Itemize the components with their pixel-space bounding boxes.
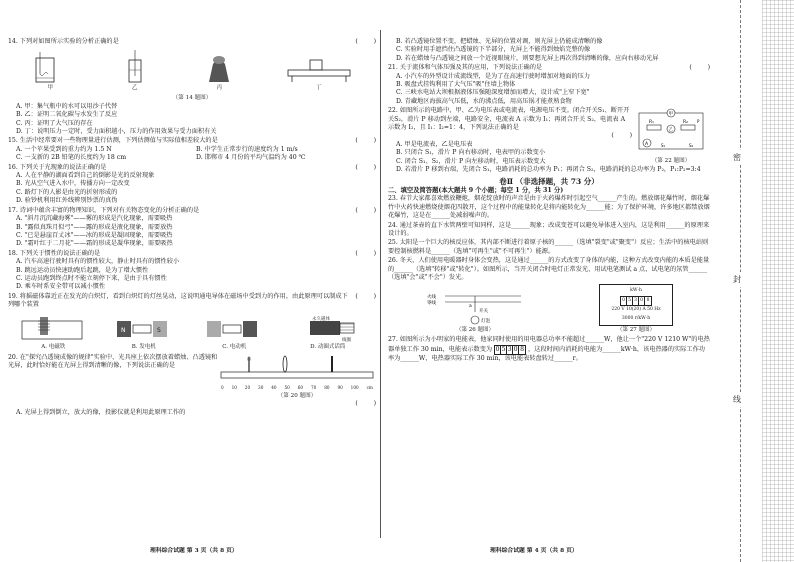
ruler-unit: cm [366,384,373,390]
q27-meter-box [494,345,526,355]
ruler-tick: 40 [271,384,277,390]
seal-char-mi: 密 [733,150,741,165]
q19-option-c: C. 电动机 [222,344,247,351]
q19-coil-label: 线圈 [341,338,351,344]
optical-bench-icon [219,354,375,384]
q22-r1-label: R₁ [649,120,654,126]
q22-r2-label: R₂ [683,120,688,126]
section-2-heading: 二、填空及简答题(本大题共 9 个小题；每空 1 分，共 31 分) [388,186,564,194]
ruler-tick: 80 [324,384,330,390]
seal-char-feng: 封 [733,272,741,287]
q14-fig-ding [284,50,354,92]
q14-stem: 14. 下列对如图所示实验的分析正确的是 [8,38,119,45]
ruler-tick: 100 [350,384,359,390]
q19-figures [8,312,376,352]
q14-fig-jia-label: 甲 [47,85,53,91]
page-divider [380,30,381,538]
meter-reading [620,296,652,306]
q14-fig-yi-label: 乙 [131,85,138,91]
gas-bottle-icon [30,50,70,84]
q22-answer-paren: ( ) [611,132,632,140]
q20-option-d: D. 若在蜡烛与凸透镜之间放一个近视眼镜片，则要想光屏上再次得到清晰的像，应向右移动光屏 [396,54,659,62]
q14-option-b: B. 乙：证明二氧化碳与水发生了反应 [16,111,118,119]
q18-option-c: C. 运动员跑到终点时不能立刻停下来，是由于具有惯性 [16,274,167,282]
meter-spec-2: 3000 r/kW·h [621,315,651,321]
grid-paper-margin [762,0,794,562]
q17-stem: 17. 诗词中蕴含丰富的物理知识，下列对有关物态变化的分析正确的是 [8,206,200,214]
q14-fig-jia [30,50,70,92]
q26-figure [425,290,525,334]
q14-option-d: D. 丁：说明压力一定时，受力面积越小，压力的作用效果与受力面积有关 [16,128,217,136]
test-tube-icon [115,50,155,84]
left-page [0,0,380,562]
q16-answer-paren: ( ) [355,163,376,171]
q26-q27-figures [388,284,710,334]
question-27 [388,336,710,363]
seal-char-xian: 线 [733,392,741,407]
q22-ammeter-label: A [645,142,649,148]
motor-icon [199,315,269,343]
q26-switch-label: 开关 [479,308,488,314]
ruler-tick: 90 [337,384,343,390]
q26-lamp-label: 灯泡 [481,318,490,324]
q14-caption: （第 14 题图） [172,95,212,102]
q17-option-b: B. "露似真珠月似弓"——露的形成是液化现象，需要放热 [16,223,173,231]
meter-digit: 3 [633,297,639,305]
ruler-tick: 0 [221,384,224,390]
q27-digit: 8 [520,345,525,353]
q16-option-a: A. 人在平静的湖面看到自己的倒影是光的反射现象 [16,172,155,180]
ruler-tick: 60 [297,384,304,390]
q22-option-d: D. 若滑片 P 移到右端，先闭合 S₁，电路消耗的总功率为 P₁；再闭合 S₂，电路消耗的总功率为 P₂，P₁:P₂=3:4 [396,166,701,174]
question-22 [388,107,710,174]
q19-option-d: D. 动圈式话筒 [310,344,346,351]
q22-option-c: C. 闭合 S₁、S₂，滑片 P 向左移动时，电压表示数变大 [396,157,546,165]
q20-option-c: C. 实验时用手遮挡住凸透镜的下半部分，光屏上不能得到烛焰完整的像 [396,46,591,54]
ruler-tick: 70 [310,384,317,390]
q15-option-b: B. 中学生正常步行的速度约为 1 m/s [196,145,298,153]
meter-digit: 5 [627,297,633,305]
meter-digit: 0 [639,297,645,305]
q21-option-d: D. 青藏地区海拔高气压低，水的沸点低，用高压锅才能煮熟食物 [396,97,572,105]
house-wiring-icon [425,290,525,326]
q26-neutral-label: 零线 [427,300,436,306]
q22-s1-label: S₁ [661,143,666,149]
q15-option-c: C. 一支新的 2B 铅笔的长度约为 18 cm [16,154,127,162]
q20-option-b: B. 若凸透镜位置不变，把蜡烛、光屏的位置对调，则光屏上仍能成清晰的像 [396,38,603,45]
q16-option-d: D. 验钞机利用红外线辨别钞票的真伪 [16,197,118,205]
table-weight-icon [284,50,354,84]
question-16 [8,164,376,206]
q22-option-b: B. 只闭合 S₁，滑片 P 向右移动时，电表甲的示数变小 [396,149,546,157]
q20-figure [218,354,376,401]
q14-fig-yi [115,50,155,92]
question-25: 25. 太阳是一个巨大的核反应体，其内部不断进行着原子核的______（选填"裂变"或"聚变"）反应；生活中的核电站则要控制核燃料是______（选填"可再生"或"不可再生"）能源。 [388,239,709,255]
q14-answer-paren: ( ) [355,38,376,45]
question-26-block [388,257,710,282]
microphone-icon [290,315,366,343]
q26-a-label: a [469,303,472,309]
q16-option-c: C. 路灯下的人影是由光的折射形成的 [16,188,118,196]
question-21 [388,64,710,106]
page-footer-3: 理科综合试题 第 3 页（共 8 页） [150,548,238,554]
question-23: 23. 春节大家都喜欢燃放鞭炮，烟花绽放时的声音是由于火药爆炸时引起空气______产生的。燃放烟花爆竹时，烟花爆竹中火药快速燃烧使烟花四散开，这个过程中的能量转化是将内能转化为______能；为了保护环境，许多地区都禁放烟花爆竹，这是在______处减弱噪声的。 [388,195,710,220]
q14-fig-bing-label: 丙 [216,85,222,91]
q16-option-b: B. 光从空气进入水中，传播方向一定改变 [16,180,130,188]
q19-fig-a [18,315,88,351]
binding-margin [712,0,794,562]
section-2-title: 卷Ⅱ （非选择题，共 73 分） [499,176,599,186]
q21-option-c: C. 三峡水电站大坝根据液体压强随深度增加而增大，设计成"上窄下宽" [396,89,590,97]
q19-fig-c [199,315,269,351]
question-20 [8,354,376,418]
question-19 [8,293,376,352]
q18-stem: 18. 下列关于惯性的说法正确的是 [8,249,101,257]
generator-icon [109,315,179,343]
q27-digit: 0 [495,345,500,353]
q15-answer-paren: ( ) [355,137,376,145]
q17-option-d: D. "霜叶红于二月花"——霜的形成是凝华现象，需要吸热 [16,240,173,248]
q14-fig-ding-label: 丁 [315,85,322,91]
electromagnet-icon [18,315,88,343]
question-14 [8,38,376,136]
q15-option-d: D. 邯郸市 4 月份的平均气温约为 40 ℃ [196,154,306,162]
q19-option-b: B. 发电机 [131,344,156,351]
meter-digit: 8 [646,297,650,303]
question-20-continued [388,38,710,63]
ruler-tick: 10 [231,384,237,390]
q17-answer-paren: ( ) [355,206,376,214]
q19-n-label: N [120,327,126,335]
q22-jia-label: 甲 [668,112,673,118]
ruler-tick: 30 [258,384,264,390]
q20-caption: （第 20 题图） [277,392,317,399]
q22-caption: （第 22 题图） [651,158,691,165]
q14-fig-bing [199,50,239,92]
q22-figure [632,107,710,166]
q21-option-a: A. 小汽车的外型设计成流线型，是为了在高速行驶时增加对地面的压力 [396,72,591,80]
q22-p-label: P [697,119,700,125]
left-column [8,38,376,418]
right-column [388,38,710,365]
q22-stem: 22. 如图所示的电路中，甲、乙为电压表或电流表，电源电压不变。闭合开关S₁、断开开关S₂，滑片 P 移动到左端，电路安全，电流表 A 示数为 I₁；再闭合开关 S₂，电流表 A 示数为 I₂，且 I₁：I₂=1：4，下列说法正确的是 [388,107,630,132]
q19-answer-paren: ( ) [355,292,376,300]
q22-option-a: A. 甲是电流表，乙是电压表 [396,140,473,148]
q19-stem: 19. 将摇磁体靠近正在发光的白炽灯，看到白炽灯的灯丝晃动，这说明通电导体在磁场中受到力的作用，由此原理可以制成下列哪个装置 [8,292,348,309]
q14-figures [8,48,376,92]
q15-option-a: A. 一个苹果受到的重力约为 1.5 N [16,145,112,153]
q27-caption: （第 27 题图） [617,326,655,333]
q27-digit: 3 [507,345,512,353]
page-footer-4: 理科综合试题 第 4 页（共 8 页） [490,548,578,554]
q18-answer-paren: ( ) [355,249,376,257]
q21-answer-paren: ( ) [689,64,710,72]
q20-option-a: A. 光屏上得到倒立，放大的像，投影仪就是利用此原理工作的 [16,408,186,416]
q19-fig-b [109,315,179,351]
question-24: 24. 通过茶壶的直下水管两壁可知同样，这是______现象；改成变苍可以避免导体进入室内，这是利用______的原理来设计的。 [388,221,710,237]
q19-fig-d [290,315,366,351]
q20-answer-paren: ( ) [355,400,376,408]
meter-unit: kW·h [630,288,642,294]
question-18 [8,250,376,292]
q20-stem: 20. 在"探究凸透镜成像的规律"实验中，光具座上依次摆放着蜡烛、凸透镜和光屏，此时恰好能在光屏上得到清晰的像，下列说法正确的是 [8,353,218,369]
q26-live-label: 火线 [427,294,436,300]
q21-option-b: B. 吸盘式挂钩利用了大气压"吸"住墙上物体 [396,81,516,89]
right-page [382,0,712,562]
q27-digit: 5 [501,345,506,353]
q26-caption: （第 26 题图） [456,326,494,333]
q27-digit: 0 [513,345,518,353]
q20-ruler [221,384,373,392]
q27-text-a: 27. 如图所示为小明家的电能表，他家同时使用的用电器总功率不能超过______W，他让一个"220 V 1210 W"的电热器单独工作 30 min，电能表示数变为 [388,336,710,353]
q18-option-b: B. 跳远运动员快速助跑后起跳，是为了增大惯性 [16,266,149,274]
meter-spec-1: 220 V 10(20) A 50 Hz [611,307,661,313]
q16-stem: 16. 下列关于光现象的说法正确的是 [8,163,107,171]
hand-press-icon [199,50,239,84]
meter-digit: 0 [621,297,627,305]
q21-stem: 21. 关于流体和气体压强及其的应用，下列说法正确的是 [388,64,543,72]
circuit-diagram-icon [633,107,709,157]
q17-option-a: A. "斜月沉沉藏海雾"——雾的形成是汽化现象，需要吸热 [16,215,173,223]
q22-yi-label: 乙 [668,128,673,134]
q27-text-b: ，这段时间内消耗的电能为______kW·h，该电热器的实际工作功率为______W，电热器实际工作 30 min，该电能表转盘转过______r。 [388,345,705,363]
q22-s2-label: S₂ [689,143,694,149]
question-17 [8,207,376,249]
q17-option-c: C. "已是悬崖百丈冰"——冰的形成是凝固现象，需要吸热 [16,231,173,239]
q18-option-a: A. 汽车高速行驶时具有的惯性较大，静止时具有的惯性较小 [16,258,180,266]
q19-magnet-label: 永久磁体 [311,317,330,323]
q14-option-a: A. 甲：集气瓶中的水可以用沙子代替 [16,102,118,110]
ruler-tick: 50 [284,384,290,390]
q27-figure [599,284,673,334]
q19-option-a: A. 电磁铁 [41,344,66,351]
q18-option-d: D. 乘车时系安全带可以减小惯性 [16,283,106,291]
q19-s-label: S [156,327,161,335]
q15-stem: 15. 生活中经常要对一些物理量进行估测，下列估测值与实际值相差较大的是 [8,137,218,145]
q14-option-c: C. 丙：证明了大气压的存在 [16,119,93,127]
question-15 [8,137,376,162]
ruler-tick: 20 [244,384,251,390]
question-26: 26. 冬天，人们使用电暖器时身体会变热，这是通过______的方式改变了身体的内能，这种方式改变内能的本质是能量的______（选填"转移"或"转化"）。如图所示，当开关闭合时电灯正常发光，用试电笔测试 a 点，试电笔的氖管______（选填"会"或"不会"）发光。 [388,257,710,281]
electric-meter [599,284,673,326]
